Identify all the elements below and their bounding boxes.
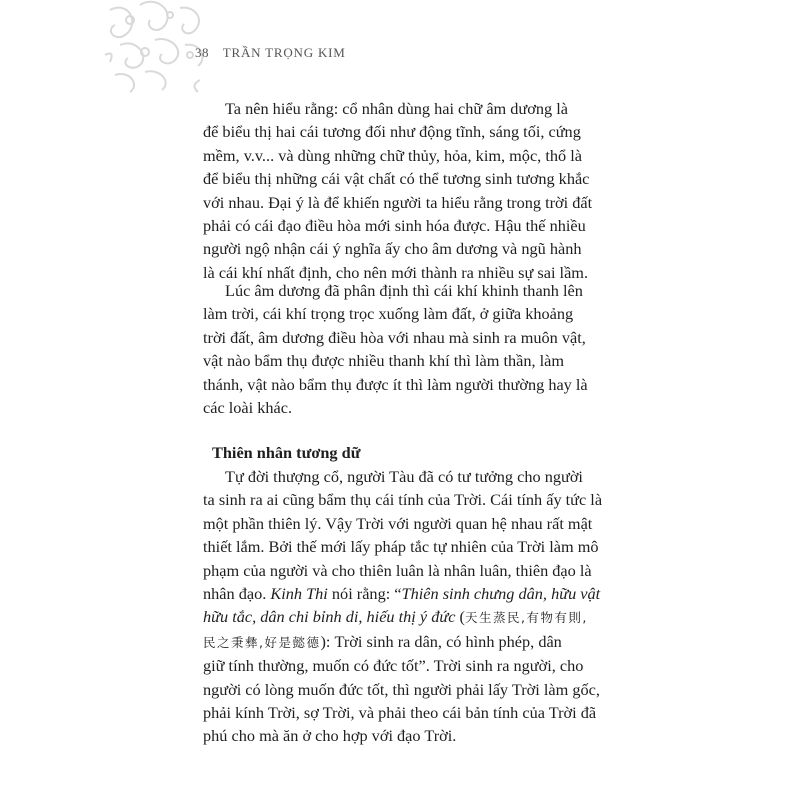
text-line bbox=[203, 582, 606, 605]
text-line: để biểu thị những cái vật chất có thể tương sinh tương khắc bbox=[203, 169, 590, 189]
text-line: phải có cái đạo điều hòa mới sinh hóa được. Hậu thế nhiều bbox=[203, 216, 586, 236]
text-line: người có lòng muốn đức tốt, thì người phải lấy Trời làm gốc, bbox=[203, 679, 600, 699]
page-number: 38 bbox=[195, 45, 209, 60]
text-line: vật nào bẩm thụ được nhiều thanh khí thì làm thần, làm bbox=[203, 351, 565, 371]
text-line: Lúc âm dương đã phân định thì cái khí khinh thanh lên bbox=[225, 281, 583, 300]
text-segment: ( bbox=[455, 607, 465, 627]
paragraph-3 bbox=[203, 465, 606, 748]
quote-italic: Thiên sinh chưng dân, hữu vật bbox=[401, 584, 601, 604]
text-line: thiết lắm. Bởi thế mới lấy pháp tắc tự nhiên của Trời làm mô bbox=[203, 537, 599, 557]
running-header bbox=[195, 45, 346, 61]
section-heading: Thiên nhân tương dữ bbox=[212, 443, 361, 462]
book-title-italic: Kinh Thi bbox=[270, 584, 328, 604]
text-line: mềm, v.v... và dùng những chữ thủy, hỏa, kim, mộc, thổ là bbox=[203, 145, 582, 165]
floral-ornament-icon bbox=[100, 0, 210, 95]
text-line: phạm của người và cho thiên luân là nhân luân, thiên đạo là bbox=[203, 560, 592, 580]
running-header-author: TRẦN TRỌNG KIM bbox=[222, 45, 346, 60]
text-line: người ngộ nhận cái ý nghĩa ấy cho âm dương và ngũ hành bbox=[203, 239, 582, 259]
text-line: phú cho mà ăn ở cho hợp với đạo Trời. bbox=[203, 726, 457, 746]
text-line: phải kính Trời, sợ Trời, và phải theo cái bản tính của Trời đã bbox=[203, 703, 597, 723]
text-line: với nhau. Đại ý là để khiến người ta hiểu rằng trong trời đất bbox=[203, 192, 593, 212]
text-line: ta sinh ra ai cũng bẩm thụ cái tính của Trời. Cái tính ấy tức là bbox=[203, 490, 603, 510]
text-line: các loài khác. bbox=[203, 398, 293, 418]
text-line: thánh, vật nào bẩm thụ được ít thì làm người thường hay là bbox=[203, 374, 588, 394]
text-line: một phần thiên lý. Vậy Trời với người quan hệ nhau rất mật bbox=[203, 513, 593, 533]
paragraph-2 bbox=[203, 279, 606, 419]
text-line: trời đất, âm dương điều hòa với nhau mà sinh ra muôn vật, bbox=[203, 327, 586, 347]
text-line: Tự đời thượng cổ, người Tàu đã có tư tưởng cho người bbox=[225, 467, 583, 486]
chinese-quote: 天生蒸民,有物有則, bbox=[464, 610, 588, 626]
text-line: giữ tính thường, muốn có đức tốt”. Trời sinh ra người, cho bbox=[203, 656, 584, 676]
chinese-quote: 民之秉彝,好是懿德 bbox=[203, 634, 321, 650]
text-line: để biểu thị hai cái tương đối như động tĩnh, sáng tối, cứng bbox=[203, 122, 581, 142]
text-line: làm trời, cái khí trọng trọc xuống làm đất, ở giữa khoảng bbox=[203, 304, 574, 324]
text-line: Ta nên hiểu rằng: cổ nhân dùng hai chữ âm dương là bbox=[225, 99, 568, 118]
text-segment: ): Trời sinh ra dân, có hình phép, dân bbox=[320, 631, 562, 651]
text-line bbox=[203, 605, 606, 629]
text-segment: nhân đạo. bbox=[203, 584, 271, 604]
text-line: là cái khí nhất định, cho nên mới thành ra nhiều sự sai lầm. bbox=[203, 262, 589, 282]
paragraph-1 bbox=[203, 97, 606, 284]
quote-italic: hữu tắc, dân chi bỉnh di, hiếu thị ý đức bbox=[203, 607, 456, 627]
text-segment: nói rằng: “ bbox=[327, 584, 402, 604]
text-line bbox=[203, 630, 606, 654]
